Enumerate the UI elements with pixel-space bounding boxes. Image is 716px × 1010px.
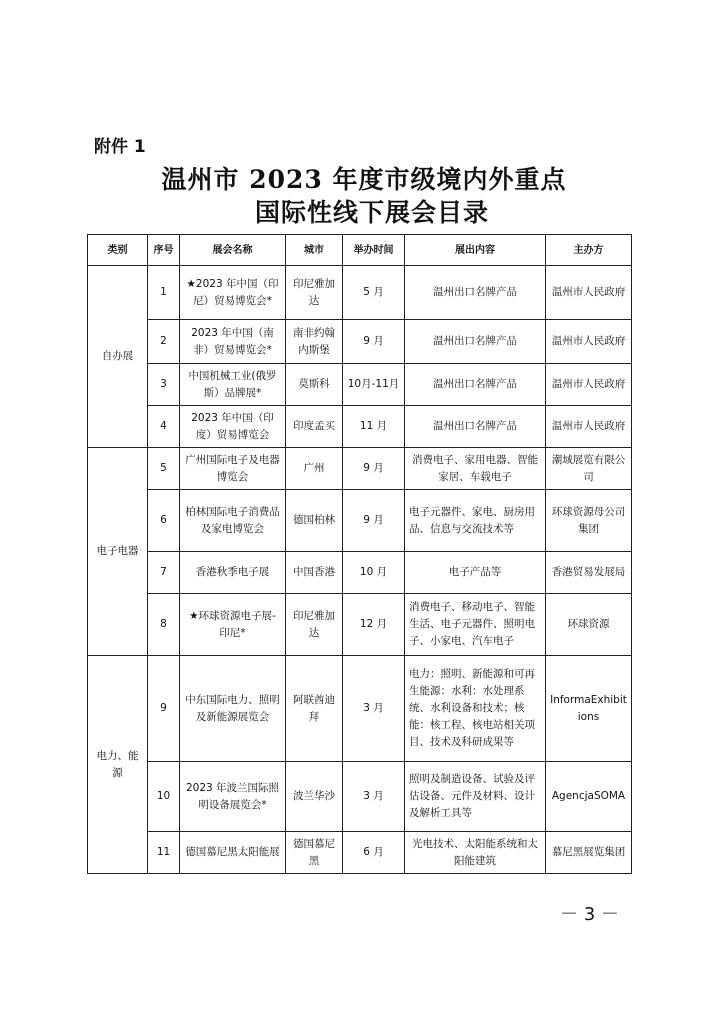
- name-cell: 2023 年中国（南非）贸易博览会*: [180, 320, 286, 364]
- content-cell: 光电技术、太阳能系统和太阳能建筑: [405, 832, 546, 874]
- organizer-cell: 慕尼黑展览集团: [546, 832, 632, 874]
- exhibition-table: [87, 234, 632, 874]
- number-cell: 2: [148, 320, 180, 364]
- table-row: [88, 656, 632, 762]
- city-cell: 莫斯科: [286, 364, 343, 406]
- number-cell: 9: [148, 656, 180, 762]
- organizer-cell: 温州市人民政府: [546, 406, 632, 448]
- header-name: 展会名称: [180, 235, 286, 266]
- table-row: [88, 266, 632, 320]
- organizer-cell: 香港贸易发展局: [546, 552, 632, 594]
- header-category: 类别: [88, 235, 148, 266]
- time-cell: 10月-11月: [343, 364, 405, 406]
- time-cell: 5 月: [343, 266, 405, 320]
- category-cell: 电子电器: [88, 448, 148, 656]
- content-cell: 电子元器件、家电、厨房用品、信息与交流技术等: [405, 490, 546, 552]
- header-content: 展出内容: [405, 235, 546, 266]
- time-cell: 10 月: [343, 552, 405, 594]
- name-cell: 中东国际电力、照明及新能源展览会: [180, 656, 286, 762]
- number-cell: 4: [148, 406, 180, 448]
- city-cell: 南非约翰内斯堡: [286, 320, 343, 364]
- table-row: [88, 364, 632, 406]
- time-cell: 6 月: [343, 832, 405, 874]
- name-cell: 2023 年中国（印度）贸易博览会: [180, 406, 286, 448]
- time-cell: 12 月: [343, 594, 405, 656]
- document-title-line-2: 国际性线下展会目录: [254, 198, 489, 227]
- time-cell: 3 月: [343, 762, 405, 832]
- name-cell: ★2023 年中国（印尼）贸易博览会*: [180, 266, 286, 320]
- city-cell: 德国柏林: [286, 490, 343, 552]
- organizer-cell: 温州市人民政府: [546, 266, 632, 320]
- time-cell: 9 月: [343, 320, 405, 364]
- table-row: [88, 490, 632, 552]
- city-cell: 阿联酋迪拜: [286, 656, 343, 762]
- organizer-cell: InformaExhibitions: [546, 656, 632, 762]
- name-cell: 柏林国际电子消费品及家电博览会: [180, 490, 286, 552]
- number-cell: 5: [148, 448, 180, 490]
- city-cell: 印尼雅加达: [286, 594, 343, 656]
- name-cell: 广州国际电子及电器博览会: [180, 448, 286, 490]
- category-cell: 自办展: [88, 266, 148, 448]
- header-time: 举办时间: [343, 235, 405, 266]
- number-cell: 8: [148, 594, 180, 656]
- header-number: 序号: [148, 235, 180, 266]
- number-cell: 6: [148, 490, 180, 552]
- content-cell: 温州出口名牌产品: [405, 266, 546, 320]
- name-cell: 2023 年波兰国际照明设备展览会*: [180, 762, 286, 832]
- header-organizer: 主办方: [546, 235, 632, 266]
- table-row: [88, 594, 632, 656]
- content-cell: 照明及制造设备、试验及评估设备、元件及材料、设计及解析工具等: [405, 762, 546, 832]
- time-cell: 9 月: [343, 490, 405, 552]
- organizer-cell: 潮域展览有限公司: [546, 448, 632, 490]
- category-cell: 电力、能源: [88, 656, 148, 874]
- header-city: 城市: [286, 235, 343, 266]
- content-cell: 电力：照明、新能源和可再生能源：水利：水处理系统、水利设备和技术；核能：核工程、核电站相关项目、技术及科研成果等: [405, 656, 546, 762]
- number-cell: 10: [148, 762, 180, 832]
- name-cell: ★环球资源电子展-印尼*: [180, 594, 286, 656]
- name-cell: 德国慕尼黑太阳能展: [180, 832, 286, 874]
- city-cell: 印尼雅加达: [286, 266, 343, 320]
- table-row: [88, 320, 632, 364]
- table-header-row: [88, 235, 632, 266]
- organizer-cell: 温州市人民政府: [546, 364, 632, 406]
- time-cell: 3 月: [343, 656, 405, 762]
- page-number: － 3 －: [560, 904, 619, 925]
- organizer-cell: 温州市人民政府: [546, 320, 632, 364]
- number-cell: 7: [148, 552, 180, 594]
- name-cell: 中国机械工业(俄罗斯）品牌展*: [180, 364, 286, 406]
- table-row: [88, 762, 632, 832]
- time-cell: 9 月: [343, 448, 405, 490]
- table-row: [88, 552, 632, 594]
- organizer-cell: 环球资源母公司集团: [546, 490, 632, 552]
- table-row: [88, 448, 632, 490]
- attachment-label: 附件 1: [94, 137, 146, 157]
- content-cell: 温州出口名牌产品: [405, 320, 546, 364]
- city-cell: 中国香港: [286, 552, 343, 594]
- number-cell: 3: [148, 364, 180, 406]
- document-title-line-1: 温州市 2023 年度市级境内外重点: [161, 165, 567, 194]
- city-cell: 德国慕尼黑: [286, 832, 343, 874]
- content-cell: 消费电子、家用电器、智能家居、车载电子: [405, 448, 546, 490]
- content-cell: 电子产品等: [405, 552, 546, 594]
- content-cell: 温州出口名牌产品: [405, 406, 546, 448]
- name-cell: 香港秋季电子展: [180, 552, 286, 594]
- number-cell: 11: [148, 832, 180, 874]
- content-cell: 温州出口名牌产品: [405, 364, 546, 406]
- city-cell: 印度孟买: [286, 406, 343, 448]
- number-cell: 1: [148, 266, 180, 320]
- organizer-cell: AgencjaSOMA: [546, 762, 632, 832]
- city-cell: 波兰华沙: [286, 762, 343, 832]
- organizer-cell: 环球资源: [546, 594, 632, 656]
- time-cell: 11 月: [343, 406, 405, 448]
- content-cell: 消费电子、移动电子、智能生活、电子元器件、照明电子、小家电、汽车电子: [405, 594, 546, 656]
- table-row: [88, 406, 632, 448]
- table-row: [88, 832, 632, 874]
- city-cell: 广州: [286, 448, 343, 490]
